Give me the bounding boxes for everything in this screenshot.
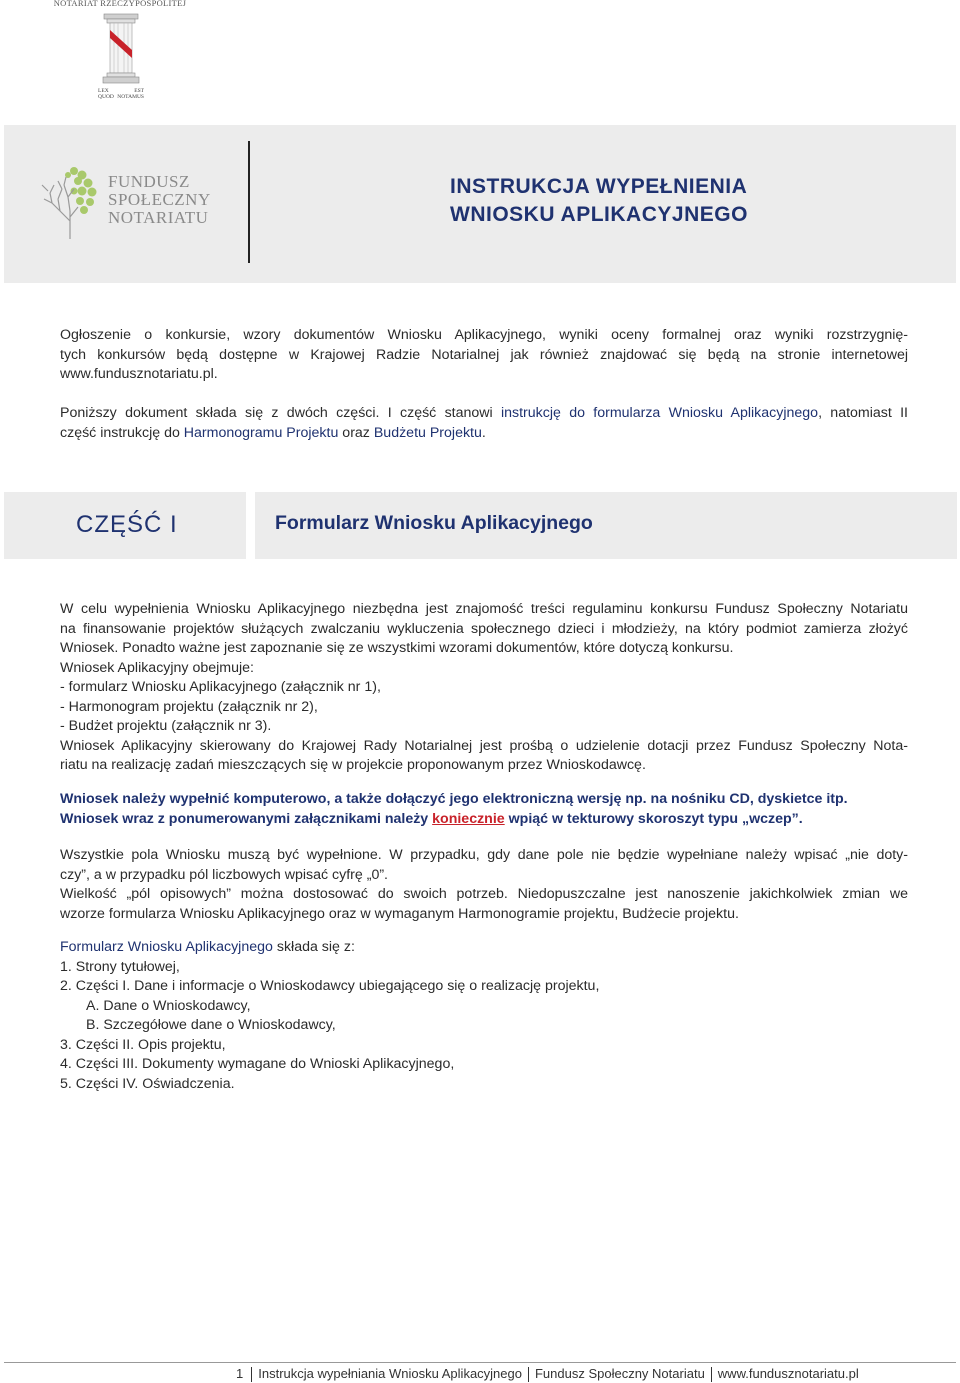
text-span: . (481, 424, 486, 441)
fund-logo (38, 161, 223, 241)
header-divider (248, 141, 250, 263)
list-subitem: B. Szczegółowe dane o Wnioskodawcy, (86, 1017, 336, 1033)
text-line: riatu na realizację zadań mieszczących się w projekcie proponowanym przez Wnioskodawcę. (60, 757, 646, 773)
text-line: na finansowanie projektów służących zwalczaniu wykluczenia społecznego dzieci i młodzieży, na który podmiot zamierza złożyć (60, 620, 908, 637)
list-item: - Budżet projektu (załącznik nr 3). (60, 718, 272, 734)
notary-seal (50, 0, 190, 105)
logo-wordmark (108, 173, 211, 227)
text-line: Ogłoszenie o konkursie, wzory dokumentów Wniosku Aplikacyjnego, wyniki oceny formalnej oraz wyniki rozstrzygnię- (60, 327, 908, 343)
page-title (450, 173, 748, 229)
logo-line: FUNDUSZ (108, 172, 190, 191)
logo-line: SPOŁECZNY (108, 190, 211, 209)
footer-divider (4, 1362, 956, 1363)
list-subitem: A. Dane o Wnioskodawcy, (86, 997, 251, 1014)
highlight-span: instrukcję do formularza Wniosku Aplikacyjnego (500, 405, 819, 421)
text-span: część instrukcję do (60, 424, 184, 441)
text-span: składa się z: (272, 939, 355, 955)
column-emblem-icon (98, 12, 144, 88)
list-item: 1. Strony tytułowej, (60, 958, 180, 975)
text-line: Wszystkie pola Wniosku muszą być wypełnione. W przypadku, gdy dane pole nie będzie wypełniane należy wpisać „nie doty- (60, 847, 908, 863)
list-heading (60, 938, 908, 958)
footer-separator (711, 1367, 712, 1382)
footer-website-link[interactable]: www.fundusznotariatu.pl (717, 1366, 859, 1381)
page-number: 1 (236, 1366, 244, 1381)
structure-list (60, 938, 908, 1094)
highlight-span: Formularz Wniosku Aplikacyjnego (60, 939, 273, 955)
text-span: wpiąć w tekturowy skoroszyt typu „wczep”. (504, 810, 803, 827)
text-line (60, 424, 908, 444)
seal-title: NOTARIAT RZECZYPOSPOLITEJ (53, 0, 187, 8)
motto-word: EST (134, 88, 144, 94)
text-line: Wniosek. Ponadto ważne jest zapoznanie się ze wszystkimi wzorami dokumentów, które dotyczą konkursu. (60, 640, 734, 656)
tree-logo-icon (38, 161, 102, 241)
motto-word: NOTAMUS (117, 94, 144, 100)
list-item: - Harmonogram projektu (załącznik nr 2), (60, 698, 318, 715)
title-line: WNIOSKU APLIKACYJNEGO (450, 203, 748, 226)
text-line: Wniosek Aplikacyjny skierowany do Krajowej Rady Notarialnej jest prośbą o udzielenie dotacji przez Fundusz Społeczny Nota- (60, 737, 908, 754)
intro-paragraph-1 (60, 326, 908, 385)
page-footer (236, 1366, 859, 1382)
footer-separator (528, 1367, 529, 1382)
footer-org: Fundusz Społeczny Notariatu (534, 1366, 705, 1381)
part-title: Formularz Wniosku Aplikacyjnego (275, 512, 593, 534)
text-line (60, 404, 908, 424)
bold-line (60, 810, 908, 830)
text-line: czy”, a w przypadku pól liczbowych wpisać cyfrę „0”. (60, 866, 388, 883)
text-span: Poniższy dokument składa się z dwóch części. I część stanowi (60, 405, 501, 421)
text-line: wzorze formularza Wniosku Aplikacyjnego oraz w wymaganym Harmonogramie projektu, Budżecie projektu. (60, 905, 739, 922)
list-item: 4. Części III. Dokumenty wymagane do Wnioski Aplikacyjnego, (60, 1056, 455, 1072)
text-span: , natomiast II (818, 405, 908, 421)
highlight-span: Budżetu Projektu (373, 424, 482, 441)
body-paragraph-1 (60, 600, 908, 776)
logo-line: NOTARIATU (108, 208, 209, 227)
list-item: - formularz Wniosku Aplikacyjnego (załącznik nr 1), (60, 679, 381, 695)
part-title-box (255, 492, 957, 559)
text-line: Wielkość „pól opisowych” można dostosować do swoich potrzeb. Niedopuszczalne jest nanoszenie jakichkolwiek zmian we (60, 886, 908, 902)
motto-word: QUOD (98, 94, 114, 100)
part-label: CZĘŚĆ I (76, 511, 178, 538)
text-span: oraz (338, 424, 374, 441)
highlight-span: Harmonogramu Projektu (183, 424, 339, 441)
bold-notice (60, 790, 908, 829)
text-line: tych konkursów będą dostępne w Krajowej Radzie Notarialnej jak również znajdować się będą na stronie internetowej (60, 346, 908, 363)
footer-separator (251, 1367, 252, 1382)
bold-line: Wniosek należy wypełnić komputerowo, a także dołączyć jego elektroniczną wersję np. na nośniku CD, dyskietce itp. (60, 791, 848, 807)
text-line: W celu wypełnienia Wniosku Aplikacyjnego niezbędna jest znajomość treści regulaminu konkursu Fundusz Społeczny Notariatu (60, 601, 908, 617)
part-label-box (4, 492, 246, 559)
motto-word: LEX (98, 88, 109, 94)
header-band (4, 125, 956, 283)
intro-paragraph-2 (60, 404, 908, 443)
emphasis-span: koniecznie (432, 810, 505, 827)
list-item: 3. Części II. Opis projektu, (60, 1036, 226, 1053)
list-item: 5. Części IV. Oświadczenia. (60, 1075, 235, 1092)
list-item: 2. Części I. Dane i informacje o Wnioskodawcy ubiegającego się o realizację projektu, (60, 978, 600, 994)
text-line: Wniosek Aplikacyjny obejmuje: (60, 659, 254, 676)
body-paragraph-2 (60, 846, 908, 924)
website-link[interactable]: www.fundusznotariatu.pl. (60, 366, 218, 382)
footer-doc-title: Instrukcja wypełniania Wniosku Aplikacyjnego (258, 1366, 522, 1381)
title-line: INSTRUKCJA WYPEŁNIENIA (450, 175, 748, 198)
seal-motto (98, 88, 144, 100)
text-span: Wniosek wraz z ponumerowanymi załącznikami należy (60, 810, 433, 827)
